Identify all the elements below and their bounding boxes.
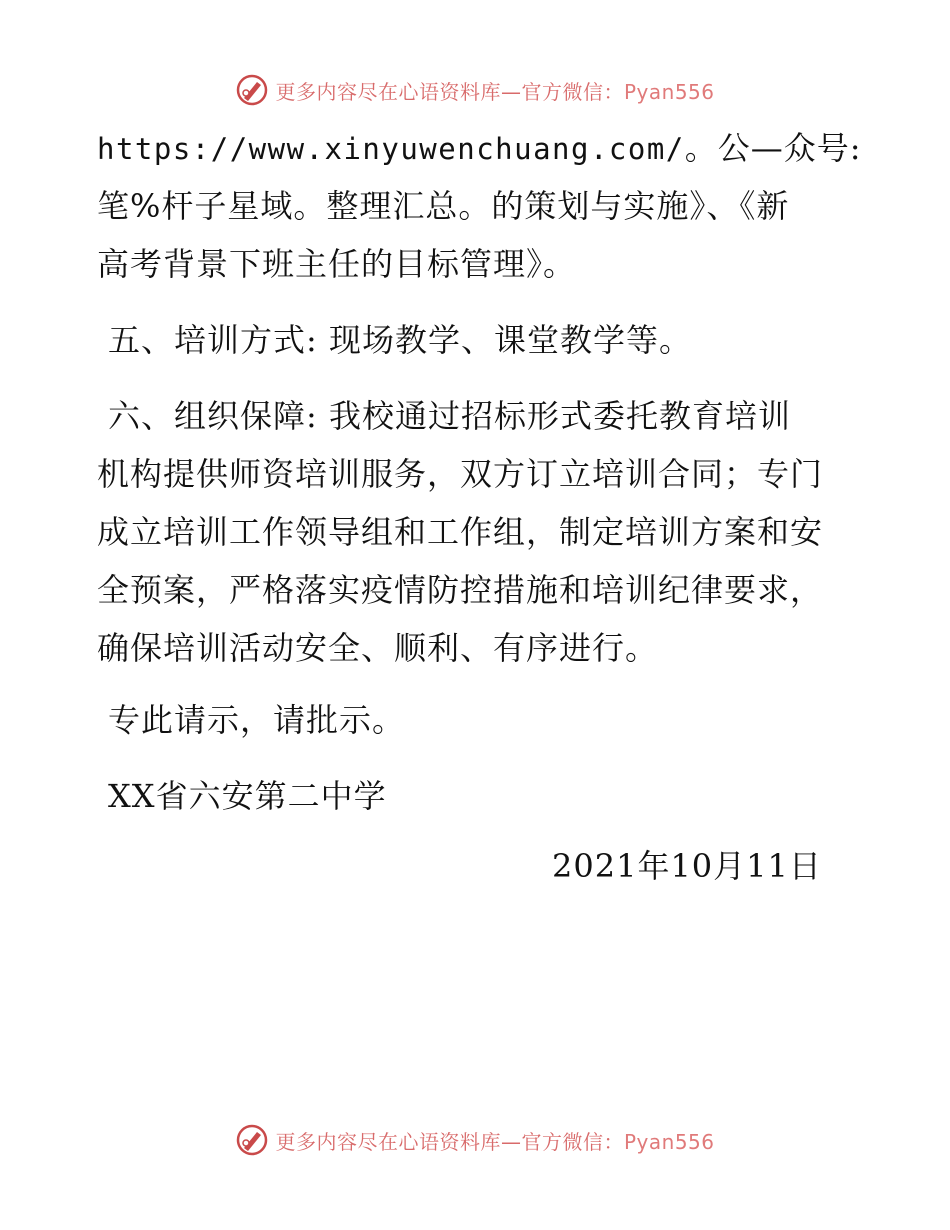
signature-school: XX省六安第二中学 <box>108 777 387 815</box>
footer-watermark <box>0 1120 950 1160</box>
body-line-7: 成立培训工作领导组和工作组，制定培训方案和安 <box>97 513 824 551</box>
signature-date: 2021年10月11日 <box>552 847 822 885</box>
website-url-text: https://www.xinyuwenchuang.com/ <box>97 132 685 166</box>
watermark-handle: Pyan556 <box>623 79 715 104</box>
body-line-1-rest: 。公—众号: <box>684 129 862 167</box>
body-line-2: 笔%杆子星域。整理汇总。的策划与实施》、《新 <box>97 187 790 225</box>
body-line-6: 机构提供师资培训服务，双方订立培训合同；专门 <box>97 455 824 493</box>
section-5-training-method: 五、培训方式: 现场教学、课堂教学等。 <box>108 321 692 359</box>
watermark-text: 更多内容尽在心语资料库—官方微信： <box>275 1129 624 1154</box>
section-6-organization: 六、组织保障: 我校通过招标形式委托教育培训 <box>108 397 791 435</box>
body-line-3: 高考背景下班主任的目标管理》。 <box>97 245 577 283</box>
closing-request: 专此请示，请批示。 <box>108 701 406 739</box>
logo-pen-icon <box>235 1123 269 1157</box>
body-line-9: 确保培训活动安全、顺利、有序进行。 <box>97 629 659 667</box>
watermark-text: 更多内容尽在心语资料库—官方微信： <box>275 79 624 104</box>
logo-pen-icon <box>235 73 269 107</box>
body-line-8: 全预案，严格落实疫情防控措施和培训纪律要求， <box>97 571 824 609</box>
header-watermark <box>0 70 950 110</box>
watermark-handle: Pyan556 <box>623 1129 715 1154</box>
body-line-1 <box>97 128 862 169</box>
